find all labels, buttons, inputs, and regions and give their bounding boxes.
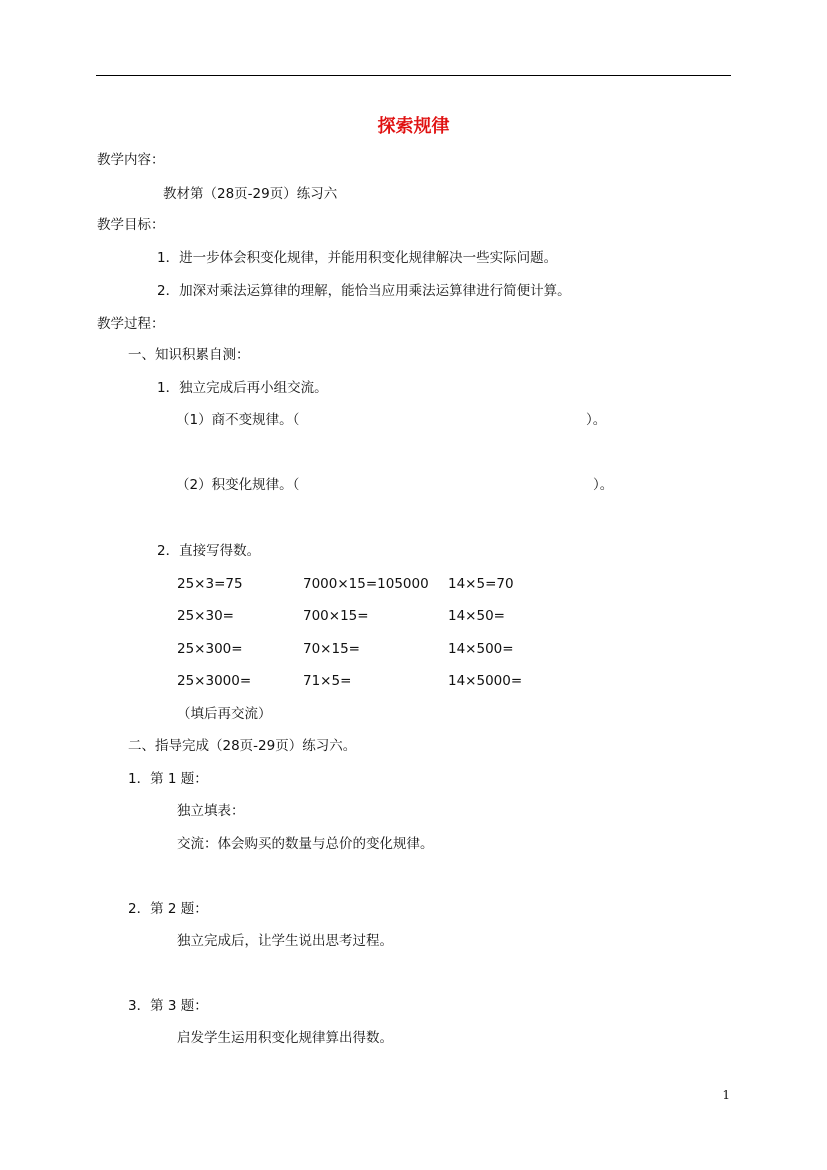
goals-heading: 教学目标： <box>97 217 165 233</box>
calc-cell: 14×50= <box>448 608 505 624</box>
q3-heading: 3．第 3 题： <box>128 998 208 1014</box>
q1-line-2: 交流：体会购买的数量与总价的变化规律。 <box>177 836 434 852</box>
item-2: 2．直接写得数。 <box>157 543 261 559</box>
blank-1-prefix: （1）商不变规律。（ <box>176 412 300 428</box>
blank-2-suffix: ）。 <box>593 477 614 493</box>
calc-cell: 7000×15=105000 <box>303 576 429 592</box>
calc-cell: 70×15= <box>303 641 360 657</box>
calc-cell: 25×30= <box>177 608 234 624</box>
calc-cell: 25×300= <box>177 641 243 657</box>
page-number: 1 <box>722 1088 730 1102</box>
goal-1: 1．进一步体会积变化规律，并能用积变化规律解决一些实际问题。 <box>157 250 558 266</box>
calc-cell: 71×5= <box>303 673 352 689</box>
document-title: 探索规律 <box>377 116 450 137</box>
calc-cell: 25×3000= <box>177 673 252 689</box>
goal-2: 2．加深对乘法运算律的理解，能恰当应用乘法运算律进行简便计算。 <box>157 283 571 299</box>
calc-cell: 14×5=70 <box>448 576 514 592</box>
calc-cell: 14×500= <box>448 641 514 657</box>
process-heading: 教学过程： <box>97 316 165 332</box>
q1-heading: 1．第 1 题： <box>128 771 208 787</box>
calc-cell: 700×15= <box>303 608 369 624</box>
content-heading: 教学内容： <box>97 152 165 168</box>
q2-line-1: 独立完成后，让学生说出思考过程。 <box>177 933 393 949</box>
q2-heading: 2．第 2 题： <box>128 901 208 917</box>
part-2-heading: 二、指导完成（28页-29页）练习六。 <box>128 738 357 754</box>
q1-line-1: 独立填表： <box>177 803 245 819</box>
item-1: 1．独立完成后再小组交流。 <box>157 380 328 396</box>
blank-2-prefix: （2）积变化规律。（ <box>176 477 300 493</box>
part-1-heading: 一、知识积累自测： <box>128 347 250 363</box>
header-rule <box>96 75 731 76</box>
q3-line-1: 启发学生运用积变化规律算出得数。 <box>177 1030 393 1046</box>
calc-cell: 25×3=75 <box>177 576 243 592</box>
calc-cell: 14×5000= <box>448 673 523 689</box>
content-text: 教材第（28页-29页）练习六 <box>163 186 338 202</box>
calc-note: （填后再交流） <box>177 706 272 722</box>
blank-1-suffix: ）。 <box>586 412 607 428</box>
